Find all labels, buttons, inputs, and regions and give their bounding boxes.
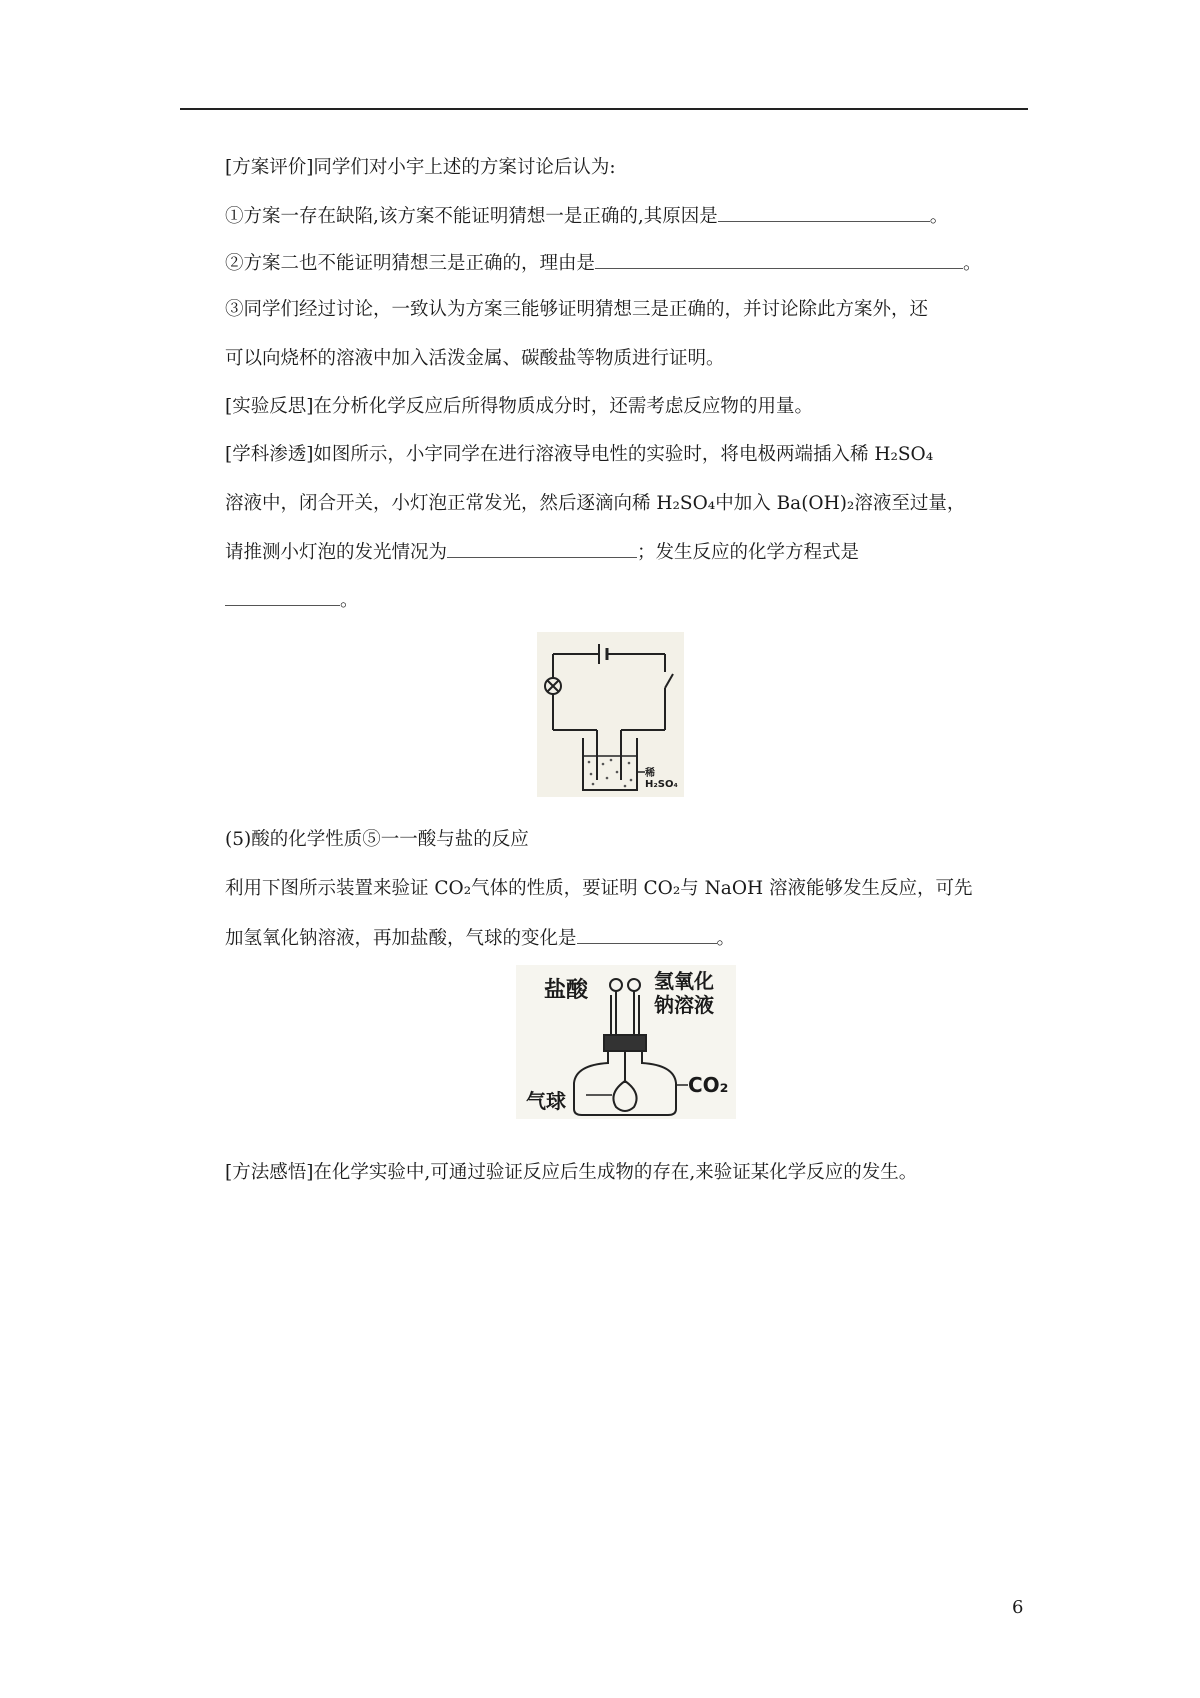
text-line-9-main: 请推测小灯泡的发光情况为	[225, 542, 448, 563]
answer-blank-3[interactable]	[447, 539, 637, 558]
sodium-hydroxide-label-2: 钠溶液	[654, 993, 714, 1017]
text-line-7: [学科渗透]如图所示，小宇同学在进行溶液导电性的实验时，将电极两端插入稀 H₂SO₄	[225, 444, 934, 465]
page-number: 6	[1012, 1597, 1024, 1618]
answer-blank-4[interactable]	[225, 587, 340, 606]
figure-circuit	[537, 632, 684, 797]
hydrochloric-acid-label: 盐酸	[544, 978, 589, 1003]
text-line-10-end: 。	[340, 590, 359, 611]
text-line-9	[225, 539, 859, 565]
text-line-10	[225, 587, 359, 613]
text-line-4: ③同学们经过讨论，一致认为方案三能够证明猜想三是正确的，并讨论除此方案外，还	[225, 299, 929, 320]
text-line-9-end: ；发生反应的化学方程式是	[637, 542, 860, 563]
balloon-label: 气球	[526, 1089, 566, 1113]
text-line-8: 溶液中，闭合开关，小灯泡正常发光，然后逐滴向稀 H₂SO₄中加入 Ba(OH)₂溶液至过量，	[225, 493, 966, 514]
text-line-5: 可以向烧杯的溶液中加入活泼金属、碳酸盐等物质进行证明。	[225, 348, 725, 369]
answer-blank-5[interactable]	[577, 925, 717, 944]
text-line-3-main: ②方案二也不能证明猜想三是正确的，理由是	[225, 253, 596, 274]
answer-blank-1[interactable]	[718, 203, 930, 222]
sodium-hydroxide-label-1: 氢氧化	[654, 969, 714, 993]
text-line-6: [实验反思]在分析化学反应后所得物质成分时，还需考虑反应物的用量。	[225, 396, 813, 417]
text-line-12: 利用下图所示装置来验证 CO₂气体的性质，要证明 CO₂与 NaOH 溶液能够发生反应，可先	[225, 878, 973, 899]
text-line-3	[225, 250, 982, 276]
co2-label: CO₂	[688, 1073, 729, 1097]
header-rule	[180, 108, 1028, 110]
text-line-14: [方法感悟]在化学实验中,可通过验证反应后生成物的存在,来验证某化学反应的发生。	[225, 1162, 918, 1183]
text-line-2	[225, 203, 948, 229]
text-line-11: (5)酸的化学性质⑤一一酸与盐的反应	[225, 829, 529, 850]
solution-dots	[588, 759, 633, 788]
text-line-13-end: 。	[716, 928, 736, 949]
text-line-13	[225, 925, 735, 951]
answer-blank-2[interactable]	[595, 250, 963, 269]
text-line-13-main: 加氢氧化钠溶液，再加盐酸，气球的变化是	[225, 928, 577, 949]
figure-co2-apparatus	[516, 965, 736, 1119]
text-line-3-end: 。	[963, 253, 982, 274]
text-line-2-main: ①方案一存在缺陷,该方案不能证明猜想一是正确的,其原因是	[225, 206, 718, 227]
text-line-1: [方案评价]同学们对小宇上述的方案讨论后认为:	[225, 157, 616, 178]
text-line-2-end: 。	[929, 206, 949, 227]
beaker-label: 稀H₂SO₄	[645, 768, 678, 790]
